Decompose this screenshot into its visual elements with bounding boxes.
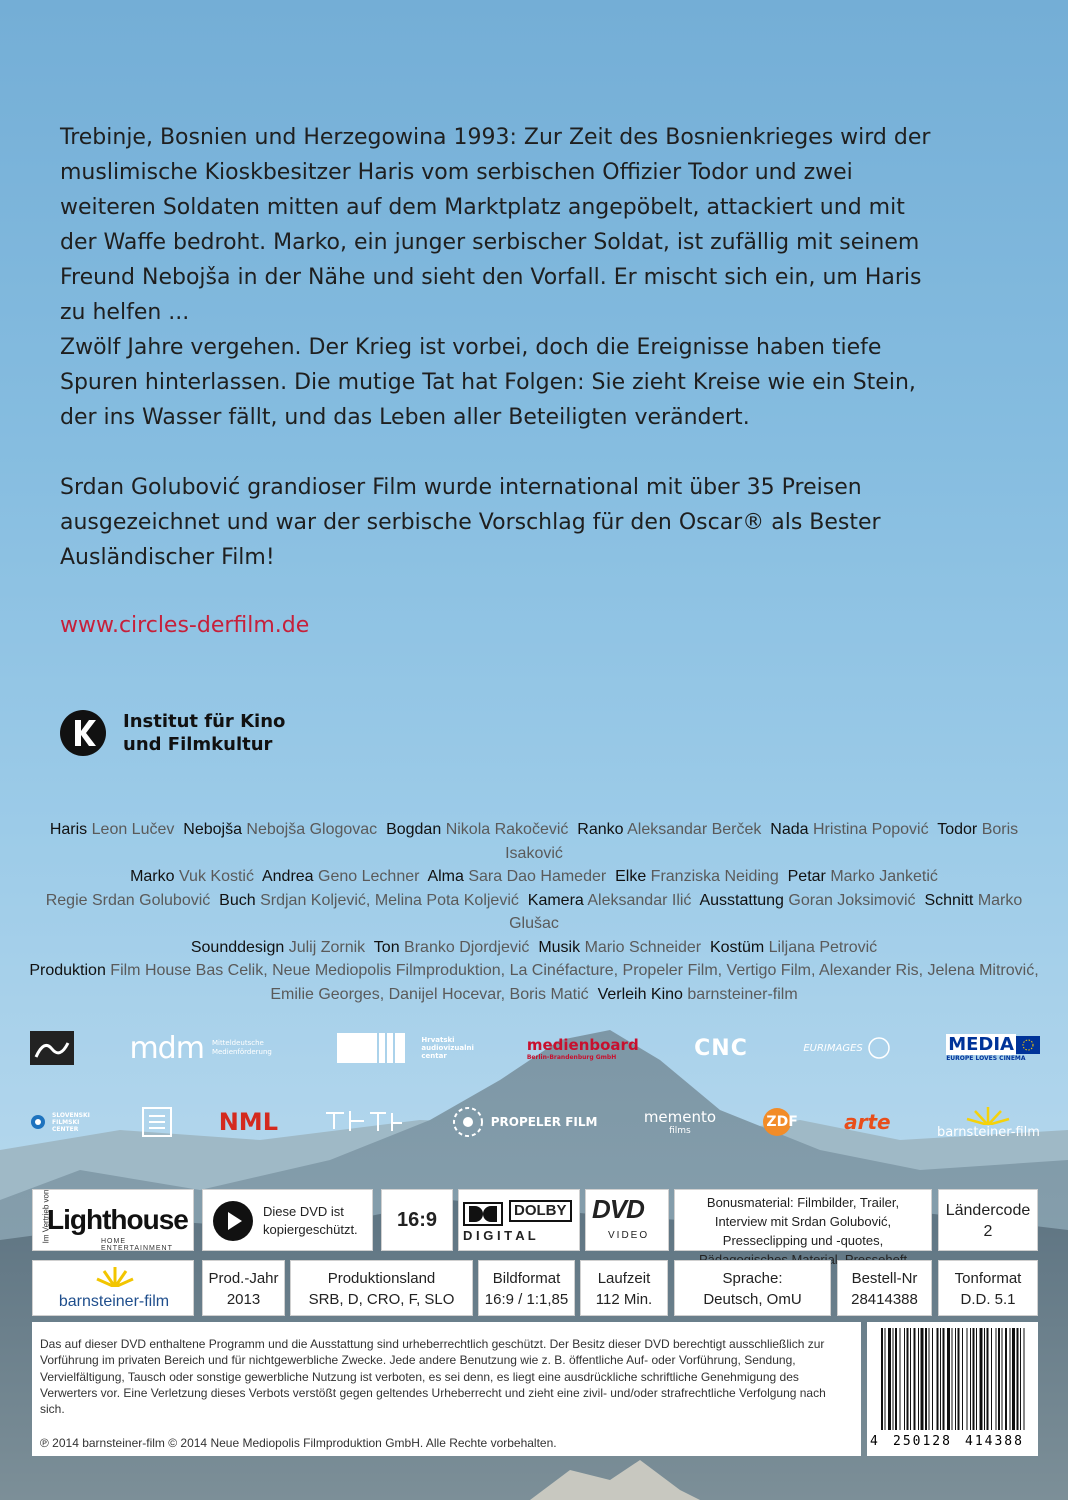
credit-person: Marko Glušac: [509, 891, 1023, 932]
barcode-group-2: 414388: [965, 1434, 1024, 1449]
barnsteiner-wordmark: barnsteiner-film: [936, 1124, 1040, 1140]
media-logo: [946, 1034, 1040, 1062]
film-center-serbia-logo: [30, 1031, 74, 1065]
dvd-video-label: VIDEO: [608, 1230, 650, 1241]
barcode-bar: [967, 1328, 968, 1430]
barcode-bar: [900, 1328, 901, 1430]
synopsis-paragraph-3: Srdan Golubović grandioser Film wurde international mit über 35 Preisen ausgezeichnet und war der serbische Vorschlag für den Oscar® als Bester Ausländischer Film!: [60, 475, 881, 570]
credit-role: Alma: [427, 868, 464, 885]
credit-role: Ton: [373, 938, 400, 956]
picture-format-value: 16:9 / 1:1,85: [484, 1291, 569, 1308]
credits-block: [20, 818, 1048, 1006]
runtime-label: Laufzeit: [597, 1270, 651, 1287]
synopsis-paragraph-2: Zwölf Jahre vergehen. Der Krieg ist vorbei, doch die Ereignisse haben tiefe Spuren hinterlassen. Die mutige Tat hat Folgen: Sie zieht Kreise wie ein Stein, der ins Wasser fällt, und das Leben aller Beteiligten verändert.: [60, 335, 916, 430]
barcode-lead-digit: 4: [870, 1434, 878, 1449]
baw-logo: [142, 1107, 172, 1137]
legal-notice: [32, 1322, 861, 1456]
barcode-bar: [921, 1328, 924, 1430]
credit-role: Kostüm: [709, 938, 765, 956]
barcode-bar: [932, 1328, 933, 1430]
memento-wordmark: memento: [643, 1108, 717, 1126]
credit-role: Elke: [615, 868, 647, 885]
credit-role: Ausstattung: [699, 891, 784, 909]
lighthouse-logo-box: [32, 1189, 194, 1251]
credit-role: Buch: [219, 891, 256, 909]
institute-line-2: und Filmkultur: [123, 734, 273, 755]
credit-role: Produktion: [29, 962, 106, 979]
runtime-box: [580, 1260, 668, 1316]
barnsteiner-logo-row: [937, 1105, 1040, 1140]
arte-wordmark: arte: [844, 1110, 891, 1134]
mdm-wordmark: mdm: [129, 1030, 204, 1066]
credit-role: Todor: [937, 821, 978, 838]
credit-person: Branko Djordjević: [404, 938, 530, 956]
digital-label: D I G I T A L: [463, 1228, 536, 1243]
credit-person: Nikola Rakočević: [445, 821, 569, 838]
zdf-logo: [762, 1107, 797, 1137]
barcode-bar: [929, 1328, 930, 1430]
barcode-bar: [881, 1328, 883, 1430]
order-number-box: [837, 1260, 932, 1316]
sun-rays-icon: [963, 1105, 1013, 1125]
media-subtitle: EUROPE LOVES CINEMA: [946, 1055, 1026, 1062]
barcode-bar: [940, 1328, 941, 1430]
barcode-bar: [1017, 1328, 1019, 1430]
barcode-bar: [885, 1328, 886, 1430]
credits-line: [20, 865, 1048, 889]
barcode-bar: [925, 1328, 927, 1430]
memento-subtitle: films: [669, 1126, 691, 1136]
propeler-icon: [451, 1105, 485, 1139]
lighthouse-subtitle: HOME ENTERTAINMENT: [101, 1238, 173, 1252]
slovenian-film-center-logo: [30, 1112, 96, 1133]
barnsteiner-sun-icon: [95, 1265, 135, 1287]
nml-wordmark: NML: [218, 1108, 278, 1136]
barcode-bar: [907, 1328, 909, 1430]
credit-person: Liljana Petrović: [768, 938, 878, 956]
credit-person: Goran Joksimović: [788, 891, 916, 909]
credit-person: Nebojša Glogovac: [246, 821, 378, 838]
barcode-bar: [947, 1328, 950, 1430]
propeler-film-logo: [451, 1105, 598, 1139]
emotion-film-logo: [324, 1107, 404, 1137]
barcode-bar: [914, 1328, 916, 1430]
credit-person: Franziska Neiding: [650, 868, 779, 885]
sound-format-label: Tonformat: [954, 1270, 1022, 1287]
barcode: [867, 1322, 1038, 1456]
barcode-bar: [1010, 1328, 1011, 1430]
credit-role: Schnitt: [924, 891, 974, 909]
medienboard-subtitle: Berlin-Brandenburg GmbH: [526, 1053, 617, 1061]
barcode-bar: [955, 1328, 956, 1430]
barcode-bar: [958, 1328, 960, 1430]
barcode-bar: [1005, 1328, 1007, 1430]
barcode-bar: [910, 1328, 911, 1430]
barcode-bar: [973, 1328, 975, 1430]
credit-person: Julij Zornik: [288, 938, 366, 956]
barcode-bar: [970, 1328, 971, 1430]
barcode-bar: [996, 1328, 997, 1430]
production-country-label: Produktionsland: [327, 1270, 436, 1287]
credit-role: Haris: [49, 821, 88, 838]
barcode-bar: [1020, 1328, 1021, 1430]
credit-person: Sara Dao Hameder: [468, 868, 607, 885]
language-label: Sprache:: [722, 1270, 783, 1287]
credit-role: Regie: [45, 891, 88, 909]
sfc-circle-icon: [30, 1114, 46, 1130]
aspect-ratio-box: [381, 1189, 453, 1251]
distributor-vertical-label: Im Vertrieb von: [41, 1189, 51, 1244]
mdm-subtitle: Mitteldeutsche Medienförderung: [211, 1039, 272, 1056]
propeler-wordmark: PROPELER FILM: [490, 1115, 598, 1129]
barcode-bar: [962, 1328, 963, 1430]
credits-line: [20, 959, 1048, 983]
picture-format-label: Bildformat: [492, 1270, 561, 1287]
credit-role: Bogdan: [386, 821, 442, 838]
language-box: [674, 1260, 831, 1316]
credit-person: Leon Lučev: [91, 821, 175, 838]
credit-role: Ranko: [577, 821, 624, 838]
barcode-bar: [904, 1328, 905, 1430]
barcode-bar: [1012, 1328, 1015, 1430]
barcode-bar: [895, 1328, 897, 1430]
runtime-value: 112 Min.: [595, 1291, 653, 1308]
synopsis: [60, 120, 940, 575]
institute-line-1: Institut für Kino: [123, 711, 286, 732]
barcode-bar: [984, 1328, 985, 1430]
legal-text: Das auf dieser DVD enthaltene Programm und die Ausstattung sind urheberrechtlich geschützt. Der Besitz dieser DVD berechtigt ausschließlich zur Vorführung im privaten Bereich und für nichtgewerbliche Zwecke. Jede andere Benutzung wie z. B. öffentliche Auf- oder Vorführung, Sendung, Vervielfältigung, Tausch oder sonstige gewerbliche Nutzung ist verboten, es sei denn, es liegt eine ausdrückliche schriftliche Genehmigung des Verwerters vor. Eine Verletzung dieses Verbots verstößt gegen geltendes Urheberrecht und zieht eine zivil- und/oder strafrechtliche Verfolgung nach sich.: [40, 1337, 826, 1417]
credit-person: Vuk Kostić: [178, 868, 254, 885]
credit-person: Hristina Popović: [813, 821, 929, 838]
credit-person: Mario Schneider: [584, 938, 702, 956]
barcode-bar: [952, 1328, 953, 1430]
barcode-bar: [943, 1328, 945, 1430]
credit-person: Srdan Golubović: [91, 891, 211, 909]
barcode-bar: [1002, 1328, 1003, 1430]
credit-role: Nebojša: [183, 821, 242, 838]
barcode-group-1: 250128: [893, 1434, 952, 1449]
credit-role: Andrea: [261, 868, 314, 885]
havc-logo: [337, 1033, 474, 1063]
bonus-material-text: Bonusmaterial: Filmbilder, Trailer, Interview mit Srdan Golubović, Presseclipping und -quotes,: [706, 1195, 900, 1248]
credit-role: Marko: [130, 868, 175, 885]
barcode-bar: [893, 1328, 894, 1430]
order-number-value: 28414388: [851, 1291, 918, 1308]
credit-person: Marko Janketić: [830, 868, 938, 885]
medienboard-wordmark: medienboard: [526, 1035, 639, 1054]
credit-role: Musik: [538, 938, 581, 956]
sound-format-value: D.D. 5.1: [960, 1291, 1016, 1308]
credit-person: Geno Lechner: [318, 868, 420, 885]
region-code-label: Ländercode: [945, 1202, 1031, 1219]
aspect-ratio-value: 16:9: [396, 1208, 438, 1231]
eurimages-wordmark: EURIMAGES: [803, 1042, 863, 1054]
picture-format-box: [478, 1260, 575, 1316]
production-year-value: 2013: [226, 1291, 261, 1308]
credits-line: [20, 818, 1048, 865]
region-code-box: [938, 1189, 1038, 1251]
arte-logo: [844, 1110, 890, 1134]
barcode-bar: [976, 1328, 977, 1430]
credit-role: Nada: [770, 821, 809, 838]
memento-films-logo: [644, 1108, 716, 1136]
dvd-wordmark: DVD: [592, 1194, 644, 1224]
medienboard-logo: [527, 1036, 639, 1061]
credit-person: Boris Isaković: [505, 821, 1019, 862]
credits-line: [20, 889, 1048, 936]
zdf-wordmark: ZDF: [766, 1114, 798, 1130]
eurimages-logo: [803, 1036, 890, 1060]
institute-k-icon: [60, 710, 106, 756]
cnc-logo: [694, 1036, 748, 1061]
havc-name: Hrvatski audiovizualni centar: [421, 1036, 474, 1060]
credit-role: Kamera: [527, 891, 584, 909]
barcode-bar: [888, 1328, 891, 1430]
credits-line: [20, 936, 1048, 960]
credit-person: Emilie Georges, Danijel Hocevar, Boris Matić: [270, 985, 589, 1003]
barnsteiner-logo-box: [32, 1260, 194, 1316]
production-country-value: SRB, D, CRO, F, SLO: [308, 1291, 455, 1308]
credit-role: Petar: [787, 868, 826, 885]
eu-flag-icon: [1016, 1036, 1040, 1054]
cnc-wordmark: CNC: [694, 1035, 748, 1061]
copyright-line: ℗ 2014 barnsteiner-film © 2014 Neue Mediopolis Filmproduktion GmbH. Alle Rechte vorbehalten.: [40, 1436, 557, 1451]
barcode-bar: [991, 1328, 992, 1430]
credit-role: Sounddesign: [190, 938, 285, 956]
copy-protected-icon: [211, 1199, 255, 1243]
nml-logo: [219, 1108, 278, 1136]
copy-protection-text: Diese DVD ist kopiergeschützt.: [263, 1204, 358, 1237]
institute-logo: [60, 710, 285, 756]
barcode-bar: [987, 1328, 989, 1430]
credit-role: Verleih Kino: [597, 985, 683, 1003]
barcode-bar: [980, 1328, 983, 1430]
dvd-video-box: [585, 1189, 669, 1251]
synopsis-paragraph-1: Trebinje, Bosnien und Herzegowina 1993: Zur Zeit des Bosnienkrieges wird der muslimische Kioskbesitzer Haris vom serbischen Offizier Todor und zwei weiteren Soldaten mitten auf dem Marktplatz angepöbelt, attackiert und mit der Waffe bedroht. Marko, ein junger serbischer Soldat, ist zufällig mit seinem Freund Nebojša in der Nähe und sieht den Vorfall. Er mischt sich ein, um Haris zu helfen ...: [60, 125, 931, 325]
barcode-bar: [937, 1328, 939, 1430]
credit-person: Aleksandar Berček: [627, 821, 762, 838]
barcode-bar: [998, 1328, 1000, 1430]
production-country-box: [290, 1260, 473, 1316]
credit-person: Film House Bas Celik, Neue Mediopolis Filmproduktion, La Cinéfacture, Propeler Film, Vertigo Film, Alexander Ris, Jelena Mitrović,: [110, 962, 1039, 979]
credit-person: Aleksandar Ilić: [587, 891, 692, 909]
credit-person: Srdjan Koljević, Melina Pota Koljević: [260, 891, 519, 909]
barcode-bar: [918, 1328, 919, 1430]
production-year-box: [202, 1260, 285, 1316]
dolby-label: DOLBY: [509, 1200, 572, 1222]
barcode-bar: [1024, 1328, 1025, 1430]
region-code-value: 2: [983, 1223, 993, 1240]
bonus-material-box: [674, 1189, 932, 1251]
mdm-logo: [129, 1031, 282, 1066]
website-link[interactable]: www.circles-derfilm.de: [60, 613, 310, 638]
sponsor-logos-row-1: [30, 1030, 1040, 1066]
language-value: Deutsch, OmU: [703, 1291, 802, 1308]
sponsor-logos-row-2: [30, 1100, 1040, 1144]
order-number-label: Bestell-Nr: [851, 1270, 918, 1287]
production-year-label: Prod.-Jahr: [208, 1270, 279, 1287]
barnsteiner-box-wordmark: barnsteiner-film: [58, 1293, 170, 1310]
dolby-digital-box: [458, 1189, 580, 1251]
lighthouse-wordmark: Lighthouse: [47, 1204, 188, 1235]
credit-person: barnsteiner-film: [687, 985, 798, 1003]
credits-line: [20, 983, 1048, 1007]
copy-protection-box: [202, 1189, 373, 1251]
sound-format-box: [938, 1260, 1038, 1316]
sfc-name: SLOVENSKI FILMSKI CENTER: [52, 1111, 90, 1133]
dolby-double-d-icon: [463, 1202, 503, 1226]
media-wordmark: MEDIA: [948, 1034, 1014, 1055]
